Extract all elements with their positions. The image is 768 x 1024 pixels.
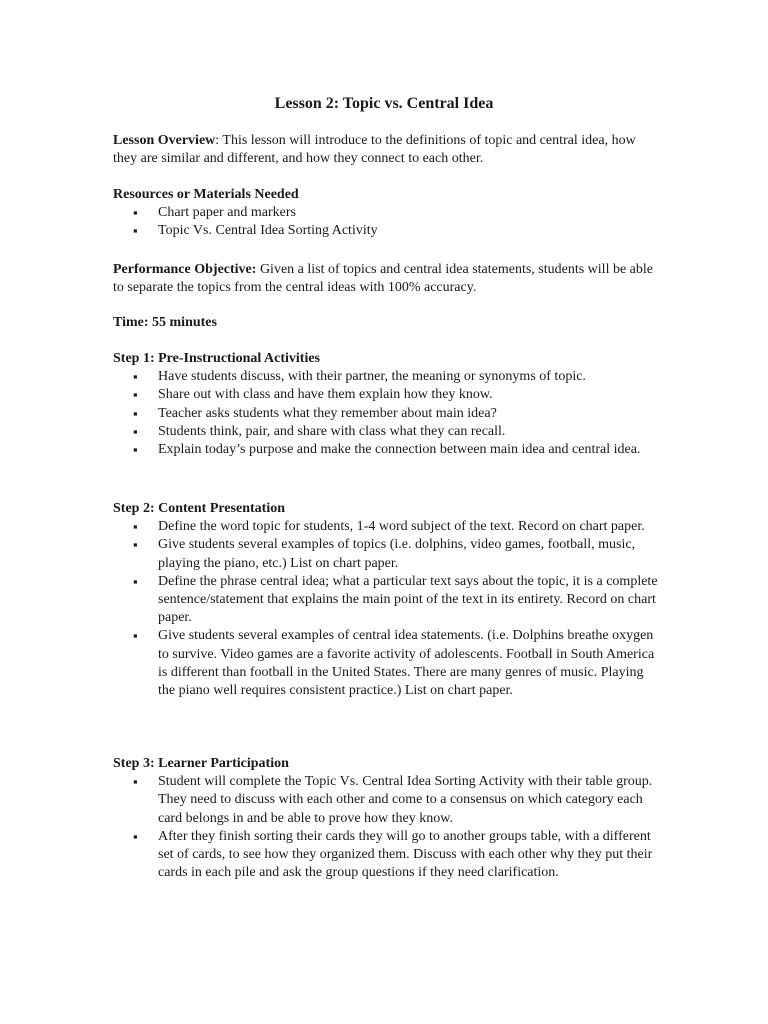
list-item: ▪ Chart paper and markers: [113, 204, 658, 222]
objective-text: Given a list of topics and central idea statements, students will be able to separate the topics from the central ideas with 100% accuracy.: [113, 262, 653, 296]
step3-list: [113, 773, 658, 882]
step3-section: [113, 755, 658, 882]
resources-list: [113, 204, 658, 240]
step3-heading: Step 3: Learner Participation: [113, 756, 289, 771]
list-item: ▪ Topic Vs. Central Idea Sorting Activity: [113, 222, 658, 240]
step2-section: [113, 500, 658, 700]
list-item: ▪ Give students several examples of topics (i.e. dolphins, video games, football, music, playing the piano, etc.) List on chart paper.: [113, 536, 658, 572]
step1-list: [113, 368, 658, 459]
list-item: ▪ Students think, pair, and share with class what they can recall.: [113, 423, 658, 441]
lesson-overview: [113, 132, 658, 168]
list-item: ▪ Define the phrase central idea; what a particular text says about the topic, it is a complete sentence/statement that explains the main point of the text in its entirety. Record on chart paper.: [113, 573, 658, 628]
step2-list: [113, 518, 658, 700]
list-item: ▪ Have students discuss, with their partner, the meaning or synonyms of topic.: [113, 368, 658, 386]
resources-section: [113, 186, 658, 241]
list-item: ▪ Explain today’s purpose and make the connection between main idea and central idea.: [113, 441, 658, 459]
list-item: ▪ Share out with class and have them explain how they know.: [113, 386, 658, 404]
list-item: ▪ Define the word topic for students, 1-4 word subject of the text. Record on chart paper.: [113, 518, 658, 536]
time-line: Time: 55 minutes: [113, 315, 217, 330]
page-title: Lesson 2: Topic vs. Central Idea: [274, 95, 494, 112]
overview-paragraph: [113, 132, 658, 168]
step2-heading: Step 2: Content Presentation: [113, 501, 286, 516]
objective-paragraph: [113, 261, 658, 297]
list-item: ▪ Give students several examples of central idea statements. (i.e. Dolphins breathe oxygen to survive. Video games are a favorite activity of adolescents. Football in South America is different than football in the United States. There are many genres of music. Playing the piano well requires consistent practice.) List on chart paper.: [113, 627, 658, 700]
performance-objective: [113, 261, 658, 297]
list-item: ▪ Student will complete the Topic Vs. Central Idea Sorting Activity with their table group. They need to discuss with each other and come to a consensus on which category each card belongs in and be able to prove how they know.: [113, 773, 658, 828]
list-item: ▪ Teacher asks students what they remember about main idea?: [113, 405, 658, 423]
step1-heading: Step 1: Pre-Instructional Activities: [113, 351, 320, 366]
step1-section: [113, 350, 658, 459]
overview-label: Lesson Overview: [113, 133, 216, 148]
objective-label: Performance Objective:: [113, 262, 257, 277]
list-item: ▪ After they finish sorting their cards they will go to another groups table, with a different set of cards, to see how they organized them. Discuss with each other why they put their cards in each pile and ask the group questions if they need clarification.: [113, 828, 658, 883]
resources-heading: Resources or Materials Needed: [113, 187, 299, 202]
overview-text: : This lesson will introduce to the definitions of topic and central idea, how they are similar and different, and how they connect to each other.: [113, 133, 636, 167]
